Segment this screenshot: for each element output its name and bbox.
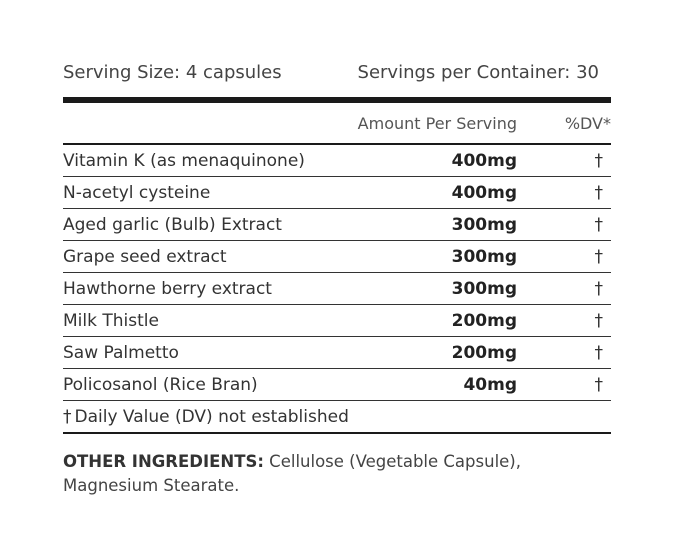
ingredient-dv: †: [594, 342, 603, 363]
serving-size-label: Serving Size:: [63, 62, 181, 83]
servings-per-container-value: 30: [576, 62, 599, 83]
table-row: [63, 177, 611, 209]
ingredient-rows: [63, 145, 611, 401]
other-ingredients-label: OTHER INGREDIENTS:: [63, 452, 264, 471]
serving-info: [63, 58, 611, 88]
ingredient-dv: †: [594, 214, 603, 235]
ingredient-name: Aged garlic (Bulb) Extract: [63, 214, 282, 235]
header-dv: %DV*: [564, 113, 611, 133]
other-ingredients-text: Cellulose (Vegetable Capsule), Magnesium Stearate.: [63, 452, 521, 495]
table-row: [63, 305, 611, 337]
table-row: [63, 273, 611, 305]
ingredient-dv: †: [594, 278, 603, 299]
serving-size-value: 4 capsules: [185, 62, 282, 83]
ingredient-name: Saw Palmetto: [63, 342, 179, 363]
servings-per-container-label: Servings per Container:: [357, 62, 571, 83]
ingredient-dv: †: [594, 246, 603, 267]
footnote-dagger: †: [63, 406, 72, 427]
supplement-facts-panel: [63, 58, 611, 498]
ingredient-name: Grape seed extract: [63, 246, 227, 267]
ingredient-name: N-acetyl cysteine: [63, 182, 211, 203]
ingredient-dv: †: [594, 150, 603, 171]
table-row: [63, 337, 611, 369]
table-row: [63, 369, 611, 401]
ingredient-dv: †: [594, 374, 603, 395]
ingredient-amount: 200mg: [451, 342, 517, 363]
ingredient-name: Policosanol (Rice Bran): [63, 374, 258, 395]
ingredient-dv: †: [594, 310, 603, 331]
ingredient-amount: 300mg: [451, 246, 517, 267]
ingredient-dv: †: [594, 182, 603, 203]
ingredient-name: Hawthorne berry extract: [63, 278, 272, 299]
table-row: [63, 209, 611, 241]
ingredient-name: Milk Thistle: [63, 310, 159, 331]
servings-per-container: [358, 58, 599, 88]
table-header: [63, 103, 611, 145]
footnote-text: Daily Value (DV) not established: [74, 406, 349, 427]
table-row: [63, 241, 611, 273]
ingredient-amount: 400mg: [451, 182, 517, 203]
ingredient-name: Vitamin K (as menaquinone): [63, 150, 305, 171]
header-amount: Amount Per Serving: [357, 113, 517, 133]
dv-footnote: [63, 401, 611, 434]
ingredient-amount: 200mg: [451, 310, 517, 331]
ingredient-amount: 300mg: [451, 278, 517, 299]
other-ingredients: [63, 450, 611, 498]
ingredient-amount: 300mg: [451, 214, 517, 235]
ingredient-amount: 40mg: [463, 374, 517, 395]
ingredient-amount: 400mg: [451, 150, 517, 171]
table-row: [63, 145, 611, 177]
serving-size: [63, 58, 282, 88]
